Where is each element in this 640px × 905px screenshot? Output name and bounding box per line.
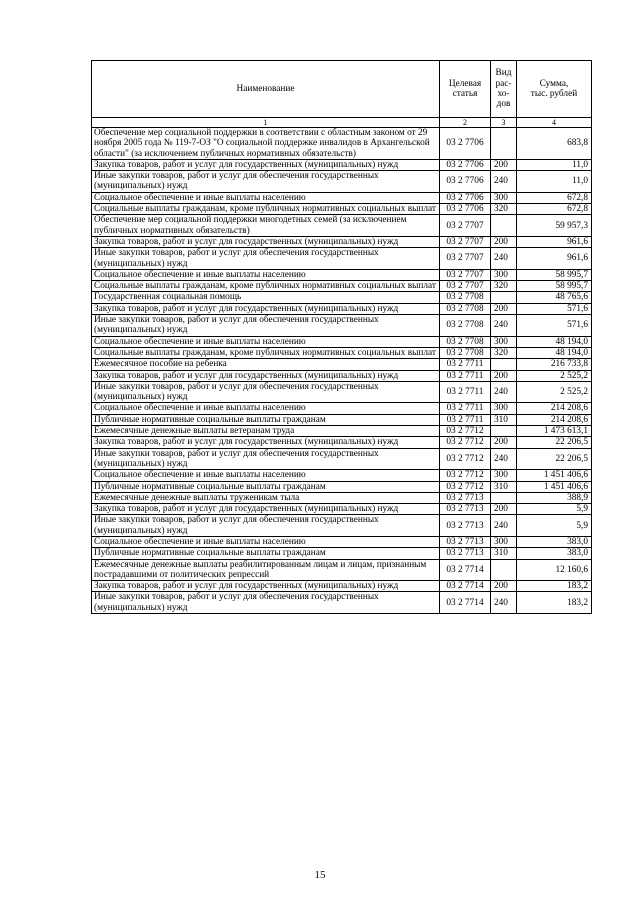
row-amount: 22 206,5 [517, 437, 592, 448]
budget-table [91, 60, 592, 614]
row-expense-type [491, 559, 517, 581]
row-target-article: 03 2 7712 [440, 437, 491, 448]
table-row [92, 171, 592, 193]
row-amount: 2 525,2 [517, 381, 592, 403]
row-amount: 216 733,8 [517, 359, 592, 370]
table-row [92, 370, 592, 381]
row-target-article: 03 2 7711 [440, 370, 491, 381]
row-target-article: 03 2 7714 [440, 581, 491, 592]
row-target-article: 03 2 7711 [440, 359, 491, 370]
table-header-row [92, 61, 592, 118]
row-expense-type: 240 [491, 592, 517, 614]
row-name: Закупка товаров, работ и услуг для государственных (муниципальных) нужд [92, 236, 440, 247]
row-amount: 48 194,0 [517, 347, 592, 358]
row-expense-type [491, 492, 517, 503]
page-number: 15 [314, 869, 326, 881]
row-expense-type [491, 292, 517, 303]
row-expense-type: 320 [491, 347, 517, 358]
table-row [92, 359, 592, 370]
table-row [92, 437, 592, 448]
row-expense-type: 200 [491, 581, 517, 592]
row-name: Закупка товаров, работ и услуг для государственных (муниципальных) нужд [92, 437, 440, 448]
row-amount: 571,6 [517, 303, 592, 314]
row-expense-type: 200 [491, 437, 517, 448]
row-target-article: 03 2 7713 [440, 492, 491, 503]
row-target-article: 03 2 7713 [440, 515, 491, 537]
row-expense-type: 300 [491, 536, 517, 547]
row-expense-type [491, 128, 517, 160]
table-row [92, 536, 592, 547]
row-target-article: 03 2 7706 [440, 159, 491, 170]
row-name: Обеспечение мер социальной поддержки в соответствии с областным законом от 29 ноября 2005 года № 119-7-ОЗ "О социальной поддержке инвалидов в Архангельской области" (за исключением публичных нормативных обязательств) [92, 128, 440, 160]
row-amount: 683,8 [517, 128, 592, 160]
row-amount: 961,6 [517, 248, 592, 270]
header-sum: Сумма, тыс. рублей [517, 61, 592, 118]
row-target-article: 03 2 7706 [440, 128, 491, 160]
row-amount: 48 765,6 [517, 292, 592, 303]
row-amount: 11,0 [517, 159, 592, 170]
row-name: Иные закупки товаров, работ и услуг для обеспечения государственных (муниципальных) нужд [92, 171, 440, 193]
row-expense-type: 200 [491, 370, 517, 381]
table-row [92, 303, 592, 314]
row-name: Обеспечение мер социальной поддержки многодетных семей (за исключением публичных нормативных обязательств) [92, 215, 440, 237]
row-name: Ежемесячные денежные выплаты труженикам тыла [92, 492, 440, 503]
table-row [92, 159, 592, 170]
row-amount: 11,0 [517, 171, 592, 193]
table-row [92, 347, 592, 358]
row-name: Иные закупки товаров, работ и услуг для обеспечения государственных (муниципальных) нужд [92, 381, 440, 403]
row-target-article: 03 2 7706 [440, 192, 491, 203]
row-target-article: 03 2 7708 [440, 292, 491, 303]
row-expense-type: 300 [491, 269, 517, 280]
row-target-article: 03 2 7708 [440, 315, 491, 337]
table-row [92, 504, 592, 515]
row-expense-type: 200 [491, 159, 517, 170]
row-amount: 383,0 [517, 536, 592, 547]
table-row [92, 269, 592, 280]
row-amount: 214 208,6 [517, 403, 592, 414]
row-name: Закупка товаров, работ и услуг для государственных (муниципальных) нужд [92, 303, 440, 314]
row-name: Публичные нормативные социальные выплаты гражданам [92, 548, 440, 559]
row-expense-type: 320 [491, 281, 517, 292]
row-target-article: 03 2 7711 [440, 414, 491, 425]
row-amount: 183,2 [517, 592, 592, 614]
row-name: Иные закупки товаров, работ и услуг для обеспечения государственных (муниципальных) нужд [92, 592, 440, 614]
row-name: Иные закупки товаров, работ и услуг для обеспечения государственных (муниципальных) нужд [92, 448, 440, 470]
header-name: Наименование [92, 61, 440, 118]
column-number-row [92, 118, 592, 128]
row-target-article: 03 2 7706 [440, 171, 491, 193]
row-amount: 961,6 [517, 236, 592, 247]
row-expense-type: 240 [491, 448, 517, 470]
row-target-article: 03 2 7711 [440, 403, 491, 414]
table-row [92, 403, 592, 414]
row-amount: 383,0 [517, 548, 592, 559]
row-expense-type: 200 [491, 504, 517, 515]
row-target-article: 03 2 7712 [440, 470, 491, 481]
table-row [92, 336, 592, 347]
row-name: Социальное обеспечение и иные выплаты населению [92, 269, 440, 280]
row-expense-type: 320 [491, 204, 517, 215]
row-amount: 22 206,5 [517, 448, 592, 470]
row-expense-type: 300 [491, 192, 517, 203]
table-row [92, 128, 592, 160]
row-name: Ежемесячные денежные выплаты реабилитированным лицам и лицам, признанным пострадавшими от политических репрессий [92, 559, 440, 581]
table-row [92, 592, 592, 614]
row-amount: 58 995,7 [517, 269, 592, 280]
row-amount: 183,2 [517, 581, 592, 592]
row-name: Социальные выплаты гражданам, кроме публичных нормативных социальных выплат [92, 347, 440, 358]
row-amount: 672,8 [517, 204, 592, 215]
row-name: Социальные выплаты гражданам, кроме публичных нормативных социальных выплат [92, 204, 440, 215]
table-row [92, 236, 592, 247]
row-amount: 58 995,7 [517, 281, 592, 292]
table-body [92, 128, 592, 614]
row-target-article: 03 2 7712 [440, 426, 491, 437]
row-amount: 2 525,2 [517, 370, 592, 381]
table-row [92, 559, 592, 581]
row-expense-type [491, 359, 517, 370]
table-row [92, 492, 592, 503]
row-expense-type: 310 [491, 414, 517, 425]
table-row [92, 215, 592, 237]
table-row [92, 281, 592, 292]
row-expense-type: 310 [491, 481, 517, 492]
table-row [92, 192, 592, 203]
row-amount: 1 451 406,6 [517, 481, 592, 492]
row-name: Социальное обеспечение и иные выплаты населению [92, 470, 440, 481]
row-target-article: 03 2 7711 [440, 381, 491, 403]
row-target-article: 03 2 7707 [440, 248, 491, 270]
row-target-article: 03 2 7713 [440, 536, 491, 547]
row-name: Социальное обеспечение и иные выплаты населению [92, 336, 440, 347]
column-number: 3 [491, 118, 517, 128]
row-expense-type: 240 [491, 171, 517, 193]
row-amount: 12 160,6 [517, 559, 592, 581]
row-expense-type: 310 [491, 548, 517, 559]
row-expense-type: 240 [491, 515, 517, 537]
row-target-article: 03 2 7707 [440, 215, 491, 237]
table-row [92, 470, 592, 481]
row-amount: 5,9 [517, 515, 592, 537]
row-target-article: 03 2 7708 [440, 303, 491, 314]
row-expense-type: 300 [491, 403, 517, 414]
table-row [92, 426, 592, 437]
column-number: 4 [517, 118, 592, 128]
header-expense-type: Вид рас- хо- дов [491, 61, 517, 118]
table-row [92, 292, 592, 303]
row-name: Социальное обеспечение и иные выплаты населению [92, 403, 440, 414]
row-amount: 388,9 [517, 492, 592, 503]
column-number: 1 [92, 118, 440, 128]
row-target-article: 03 2 7707 [440, 269, 491, 280]
row-name: Социальное обеспечение и иные выплаты населению [92, 192, 440, 203]
row-amount: 59 957,3 [517, 215, 592, 237]
table-row [92, 515, 592, 537]
row-target-article: 03 2 7707 [440, 281, 491, 292]
row-expense-type [491, 215, 517, 237]
table-row [92, 414, 592, 425]
row-amount: 48 194,0 [517, 336, 592, 347]
row-expense-type [491, 426, 517, 437]
table-row [92, 581, 592, 592]
row-target-article: 03 2 7706 [440, 204, 491, 215]
row-target-article: 03 2 7714 [440, 592, 491, 614]
row-name: Публичные нормативные социальные выплаты гражданам [92, 481, 440, 492]
row-target-article: 03 2 7708 [440, 347, 491, 358]
table-row [92, 248, 592, 270]
row-target-article: 03 2 7708 [440, 336, 491, 347]
row-expense-type: 240 [491, 381, 517, 403]
row-amount: 1 451 406,6 [517, 470, 592, 481]
row-amount: 214 208,6 [517, 414, 592, 425]
row-amount: 672,8 [517, 192, 592, 203]
table-row [92, 481, 592, 492]
row-name: Ежемесячное пособие на ребенка [92, 359, 440, 370]
row-name: Закупка товаров, работ и услуг для государственных (муниципальных) нужд [92, 504, 440, 515]
row-name: Социальное обеспечение и иные выплаты населению [92, 536, 440, 547]
table-row [92, 315, 592, 337]
row-name: Закупка товаров, работ и услуг для государственных (муниципальных) нужд [92, 159, 440, 170]
table-row [92, 204, 592, 215]
row-target-article: 03 2 7713 [440, 504, 491, 515]
row-target-article: 03 2 7707 [440, 236, 491, 247]
table-row [92, 448, 592, 470]
row-name: Иные закупки товаров, работ и услуг для обеспечения государственных (муниципальных) нужд [92, 248, 440, 270]
row-amount: 5,9 [517, 504, 592, 515]
row-name: Публичные нормативные социальные выплаты гражданам [92, 414, 440, 425]
header-target-article: Целевая статья [440, 61, 491, 118]
row-expense-type: 240 [491, 315, 517, 337]
row-expense-type: 300 [491, 470, 517, 481]
row-target-article: 03 2 7712 [440, 448, 491, 470]
row-target-article: 03 2 7713 [440, 548, 491, 559]
row-amount: 571,6 [517, 315, 592, 337]
table-row [92, 381, 592, 403]
row-expense-type: 240 [491, 248, 517, 270]
row-expense-type: 300 [491, 336, 517, 347]
row-expense-type: 200 [491, 303, 517, 314]
row-name: Закупка товаров, работ и услуг для государственных (муниципальных) нужд [92, 581, 440, 592]
row-name: Ежемесячные денежные выплаты ветеранам труда [92, 426, 440, 437]
row-name: Социальные выплаты гражданам, кроме публичных нормативных социальных выплат [92, 281, 440, 292]
table-row [92, 548, 592, 559]
row-name: Иные закупки товаров, работ и услуг для обеспечения государственных (муниципальных) нужд [92, 315, 440, 337]
row-name: Государственная социальная помощь [92, 292, 440, 303]
row-name: Иные закупки товаров, работ и услуг для обеспечения государственных (муниципальных) нужд [92, 515, 440, 537]
row-amount: 1 473 613,1 [517, 426, 592, 437]
row-expense-type: 200 [491, 236, 517, 247]
row-name: Закупка товаров, работ и услуг для государственных (муниципальных) нужд [92, 370, 440, 381]
row-target-article: 03 2 7714 [440, 559, 491, 581]
row-target-article: 03 2 7712 [440, 481, 491, 492]
column-number: 2 [440, 118, 491, 128]
